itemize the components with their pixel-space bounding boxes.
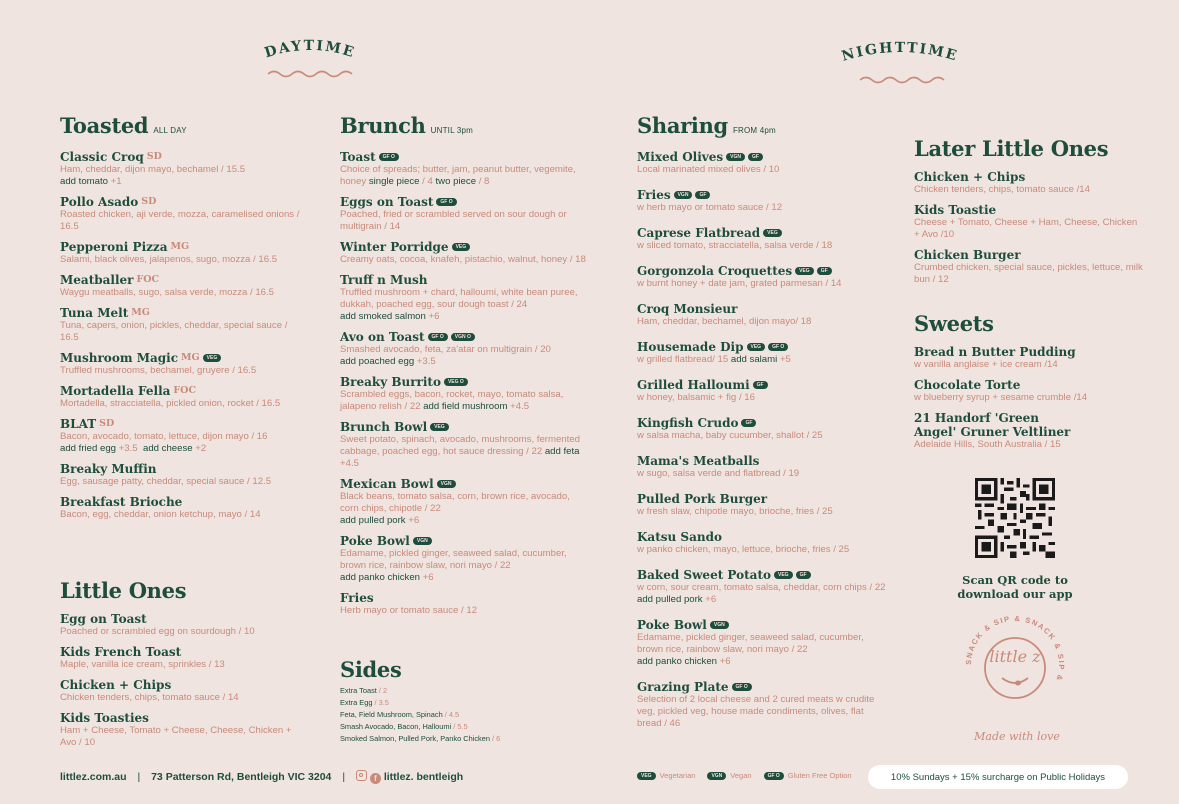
item-desc: Maple, vanilla ice cream, sprinkles / 13 [60,659,225,670]
menu-item [60,711,305,749]
item-name: Grazing Plate [637,680,729,694]
item-desc: Poached or scrambled egg on sourdough / 10 [60,626,255,637]
sides-section [340,657,590,745]
vgn-badge: VGN [710,621,729,629]
item-name: Mushroom Magic [60,351,179,365]
item-name: Chicken Burger [914,248,1021,262]
brunch-section [340,113,590,617]
menu-item [637,454,887,480]
little-ones-title: Little Ones [60,578,187,603]
item-desc: Herb mayo or tomato sauce / 12 [340,605,478,616]
item-desc: Black beans, tomato salsa, corn, brown rice, avocado, corn chips, chipotle / 22 [340,491,570,514]
vgno-badge: VGN O [451,333,475,341]
vego-badge: VEG O [444,378,468,386]
menu-item [637,568,887,606]
item-extra-price: +6 [408,515,420,526]
item-desc: Ham, cheddar, dijon mayo, bechamel / 15.5 [60,164,246,175]
footer-info: littlez.com.au | 73 Patterson Rd, Bentleigh VIC 3204 | f littlez. bentleigh [60,771,464,783]
gfo-badge: GF O [768,343,788,351]
item-desc: Ham + Cheese, Tomato + Cheese, Cheese, Chicken + Avo / 10 [60,725,292,748]
item-name: Pepperoni Pizza [60,240,168,254]
side-item: Feta, Field Mushroom, Spinach / 4.5 [340,710,460,719]
menu-item [914,345,1144,371]
toasted-section [60,113,305,521]
menu-item [340,195,590,233]
instagram-icon[interactable] [356,770,367,781]
side-item: Smoked Salmon, Pulled Pork, Panko Chicken / 6 [340,734,501,743]
item-name: Gorgonzola Croquettes [637,264,793,278]
gf-badge: GF [695,191,710,199]
item-name: Croq Monsieur [637,302,738,316]
item-desc: Choice of spreads; butter, jam, peanut butter, vegemite, honey [340,164,576,187]
item-extra: add feta [544,446,580,457]
item-extra: add panko chicken [340,572,421,583]
menu-item [60,462,305,488]
gfo-badge: GF O [428,333,448,341]
item-name: Fries [340,591,374,605]
vgn-badge: VGN [437,480,456,488]
daytime-heading [250,30,370,85]
item-desc: Selection of 2 local cheese and 2 cured meats w crudite veg, pickled veg, house made condiments, olives, flat bread / 46 [637,694,875,729]
menu-item [637,680,887,730]
item-name: Mortadella Fella [60,384,171,398]
item-extra: add poached egg [340,356,415,367]
sides-title: Sides [340,657,402,682]
item-name: Tuna Melt [60,306,129,320]
item-extra: add smoked salmon [340,311,426,322]
menu-item [637,340,887,366]
item-extra: add panko chicken [637,656,718,667]
menu-item [637,378,887,404]
item-desc: Scrambled eggs, bacon, rocket, mayo, tomato salsa, jalapeno relish / 22 [340,389,564,412]
item-desc: w blueberry syrup + sesame crumble /14 [914,392,1088,403]
item-desc: Creamy oats, cocoa, knafeh, pistachio, walnut, honey / 18 [340,254,586,265]
little-ones-section [60,578,305,749]
menu-item [637,416,887,442]
menu-item [60,240,305,266]
menu-item [340,477,590,527]
menu-item [340,240,590,266]
menu-item [340,273,590,323]
item-extra: add cheese [142,443,193,454]
item-desc: Salami, black olives, jalapenos, sugo, mozza / 16.5 [60,254,278,265]
menu-item [60,306,305,344]
item-extra: add fried egg [60,443,117,454]
item-desc: w corn, sour cream, tomato salsa, cheddar, corn chips / 22 [637,582,886,593]
gf-badge: GF [741,419,756,427]
sharing-title: Sharing [637,113,728,138]
item-desc: Mortadella, stracciatella, pickled onion, rocket / 16.5 [60,398,281,409]
item-tag: SD [146,151,162,162]
svg-text:little z: little z [989,647,1041,666]
gf-badge: GF [748,153,763,161]
item-extra-price: +2 [195,443,207,454]
menu-item [637,618,887,668]
menu-item [637,150,887,176]
item-name: Eggs on Toast [340,195,434,209]
toasted-title: Toasted [60,113,149,138]
item-name: Bread n Butter Pudding [914,345,1076,359]
item-name: 21 Handorf 'Green Angel' Gruner Veltliner [914,411,1071,439]
svg-text:DAYTIME [263,38,358,61]
vgn-badge: VGN [674,191,693,199]
menu-item [60,384,305,410]
item-desc: Smashed avocado, feta, za'atar on multigrain / 20 [340,344,551,355]
item-extra: single piece [368,176,420,187]
item-tag: FOC [173,385,197,396]
signature: Made with love [974,730,1060,743]
item-extra-price: +1 [110,176,122,187]
item-tag: SD [141,196,157,207]
brunch-subtitle: UNTIL 3pm [430,126,474,135]
gf-badge: GF [796,571,811,579]
item-name: Meatballer [60,273,134,287]
legend-vegetarian: Vegetarian [659,771,696,780]
svg-text:SNACK & SIP & SNACK & SIP &: SNACK & SIP & SNACK & SIP & [963,613,1067,683]
item-desc: Tuna, capers, onion, pickles, cheddar, special sauce / 16.5 [60,320,288,343]
menu-item [914,378,1144,404]
legend-gluten-free: Gluten Free Option [787,771,852,780]
menu-item [60,495,305,521]
dietary-legend: VEG Vegetarian VGN Vegan GF O Gluten Free Option [637,771,852,780]
veg-badge: VEG [430,423,449,431]
item-name: Egg on Toast [60,612,147,626]
veg-badge: VEG [774,571,793,579]
item-extra-price: +4.5 [510,401,530,412]
item-desc: w vanilla anglaise + ice cream /14 [914,359,1058,370]
qr-label: Scan QR code to download our app [957,573,1073,601]
item-name: Brunch Bowl [340,420,428,434]
item-desc: Cheese + Tomato, Cheese + Ham, Cheese, Chicken + Avo /10 [914,217,1138,240]
brunch-title: Brunch [340,113,426,138]
sharing-section [637,113,887,730]
item-name: Kids Toasties [60,711,149,725]
menu-item [914,203,1144,241]
menu-item [340,591,590,617]
menu-item [60,150,305,188]
item-desc: Bacon, egg, cheddar, onion ketchup, mayo / 14 [60,509,261,520]
menu-item [340,330,590,368]
facebook-icon[interactable]: f [370,773,381,784]
item-extra-price: +6 [428,311,440,322]
side-item: Extra Egg / 3.5 [340,698,389,707]
item-name: Kids Toastie [914,203,997,217]
menu-item [340,534,590,584]
item-name: Baked Sweet Potato [637,568,771,582]
menu-item [60,417,305,455]
item-name: Pulled Pork Burger [637,492,768,506]
item-desc: Adelaide Hills, South Australia / 15 [914,439,1061,450]
item-name: Caprese Flatbread [637,226,761,240]
item-name: Winter Porridge [340,240,449,254]
item-extra: add pulled pork [340,515,406,526]
veg-badge: VEG [763,229,782,237]
menu-item [914,248,1144,286]
gfo-badge: GF O [379,153,399,161]
menu-item [60,195,305,233]
gf-badge: GF [753,381,768,389]
item-desc: Edamame, pickled ginger, seaweed salad, cucumber, brown rice, rainbow slaw, nori mayo / 22 [340,548,567,571]
side-item: Smash Avocado, Bacon, Halloumi / 5.5 [340,722,468,731]
menu-item [637,264,887,290]
item-name: Avo on Toast [340,330,425,344]
item-tag: FOC [136,274,160,285]
later-little-ones-title: Later Little Ones [914,136,1109,161]
menu-item [60,645,305,671]
little-z-logo [960,610,1070,720]
item-name: BLAT [60,417,97,431]
item-tag: MG [170,241,190,252]
item-name: Breaky Muffin [60,462,157,476]
item-extra: add pulled pork [637,594,703,605]
svg-text:NIGHTTIME [840,40,960,65]
item-extra-price: +6 [422,572,434,583]
sweets-section [914,311,1144,451]
item-desc: Truffled mushrooms, bechamel, gruyere / 16.5 [60,365,257,376]
menu-item [60,612,305,638]
item-desc: Truffled mushroom + chard, halloumi, white bean puree, dukkah, poached egg, sour dough toast / 24 [340,287,578,310]
item-desc: Chicken tenders, chips, tomato sauce / 14 [60,692,239,703]
item-tag: MG [181,352,200,363]
item-desc: w sugo, salsa verde and flatbread / 19 [637,468,800,479]
item-name: Poke Bowl [637,618,707,632]
item-desc: w grilled flatbread/ 15 [637,354,729,365]
sharing-subtitle: FROM 4pm [732,126,776,135]
item-desc: w panko chicken, mayo, lettuce, brioche, fries / 25 [637,544,850,555]
item-desc: Local marinated mixed olives / 10 [637,164,780,175]
gfo-badge: GF O [732,683,752,691]
item-name: Pollo Asado [60,195,139,209]
surcharge-notice: 10% Sundays + 15% surcharge on Public Holidays [868,765,1128,789]
item-tag: MG [131,307,150,318]
item-name: Housemade Dip [637,340,744,354]
item-name: Toast [340,150,376,164]
item-name: Poke Bowl [340,534,410,548]
menu-item [914,170,1144,196]
item-name: Chicken + Chips [914,170,1026,184]
item-extra-price: +6 [719,656,731,667]
item-desc: Chicken tenders, chips, tomato sauce /14 [914,184,1090,195]
gfo-badge: GF O [436,198,456,206]
address: 73 Patterson Rd, Bentleigh VIC 3204 [151,771,332,783]
veg-badge: VEG [203,354,222,362]
menu-item [637,188,887,214]
menu-item [637,302,887,328]
item-desc: w salsa macha, baby cucumber, shallot / 25 [637,430,823,441]
item-desc: Crumbed chicken, special sauce, pickles, lettuce, milk bun / 12 [914,262,1143,285]
item-desc: Edamame, pickled ginger, seaweed salad, cucumber, brown rice, rainbow slaw, nori mayo / 22 [637,632,864,655]
menu-item [340,375,590,413]
sweets-title: Sweets [914,311,994,336]
vgn-badge: VGN [726,153,745,161]
item-name: Chocolate Torte [914,378,1021,392]
item-name: Mexican Bowl [340,477,434,491]
item-desc: w sliced tomato, stracciatella, salsa verde / 18 [637,240,833,251]
qr-code[interactable] [975,478,1055,558]
item-desc: Bacon, avocado, tomato, lettuce, dijon mayo / 16 [60,431,268,442]
item-name: Truff n Mush [340,273,428,287]
item-name: Grilled Halloumi [637,378,750,392]
item-extra-price: +6 [705,594,717,605]
item-extra: add tomato [60,176,109,187]
item-desc: Sweet potato, spinach, avocado, mushrooms, fermented cabbage, poached egg, hot sauce dressing / 22 [340,434,580,457]
menu-item [60,678,305,704]
daytime-label: DAYTIME [262,37,358,62]
item-desc: w herb mayo or tomato sauce / 12 [637,202,783,213]
veg-badge: VEG [452,243,471,251]
gf-badge: GF [817,267,832,275]
menu-item [340,150,590,188]
item-extra-price: +3.5 [416,356,436,367]
item-desc: Roasted chicken, aji verde, mozza, caramelised onions / 16.5 [60,209,300,232]
item-name: Mama's Meatballs [637,454,760,468]
nighttime-heading [830,30,970,90]
item-tag: SD [99,418,115,429]
item-name: Katsu Sando [637,530,722,544]
item-name: Breakfast Brioche [60,495,183,509]
veg-badge: VEG [795,267,814,275]
item-extra-price: +4.5 [340,458,359,469]
item-extra: add field mushroom [423,401,508,412]
social-handle[interactable]: littlez. bentleigh [383,771,464,783]
item-extra: add salami [730,354,778,365]
item-desc: Ham, cheddar, bechamel, dijon mayo/ 18 [637,316,812,327]
menu-item [60,351,305,377]
item-desc: Waygu meatballs, sugo, salsa verde, mozza / 16.5 [60,287,275,298]
nighttime-label: NIGHTTIME [839,39,961,65]
item-desc: Poached, fried or scrambled served on sour dough or multigrain / 14 [340,209,567,232]
item-name: Kingfish Crudo [637,416,739,430]
item-extra-price: +5 [779,354,791,365]
menu-item [340,420,590,470]
item-name: Breaky Burrito [340,375,441,389]
menu-item [60,273,305,299]
item-extra: two piece [435,176,477,187]
toasted-subtitle: ALL DAY [153,126,187,135]
item-name: Mixed Olives [637,150,724,164]
menu-item [637,530,887,556]
item-name: Chicken + Chips [60,678,172,692]
legend-vegan: Vegan [730,771,752,780]
item-extra-price: / 4 [422,176,433,187]
item-desc: w fresh slaw, chipotle mayo, brioche, fries / 25 [637,506,833,517]
website-link[interactable]: littlez.com.au [60,771,127,783]
item-name: Classic Croq [60,150,144,164]
item-desc: Egg, sausage patty, cheddar, special sauce / 12.5 [60,476,272,487]
veg-badge: VEG [747,343,766,351]
later-little-ones-section [914,136,1144,286]
item-name: Fries [637,188,671,202]
item-desc: w burnt honey + date jam, grated parmesan / 14 [637,278,842,289]
item-extra-price: +3.5 [118,443,138,454]
side-item: Extra Toast / 2 [340,686,388,695]
item-name: Kids French Toast [60,645,182,659]
item-extra-price: / 8 [478,176,490,187]
vgn-badge: VGN [413,537,432,545]
item-desc: w honey, balsamic + fig / 16 [637,392,755,403]
menu-item [914,411,1144,451]
menu-item [637,226,887,252]
menu-item [637,492,887,518]
